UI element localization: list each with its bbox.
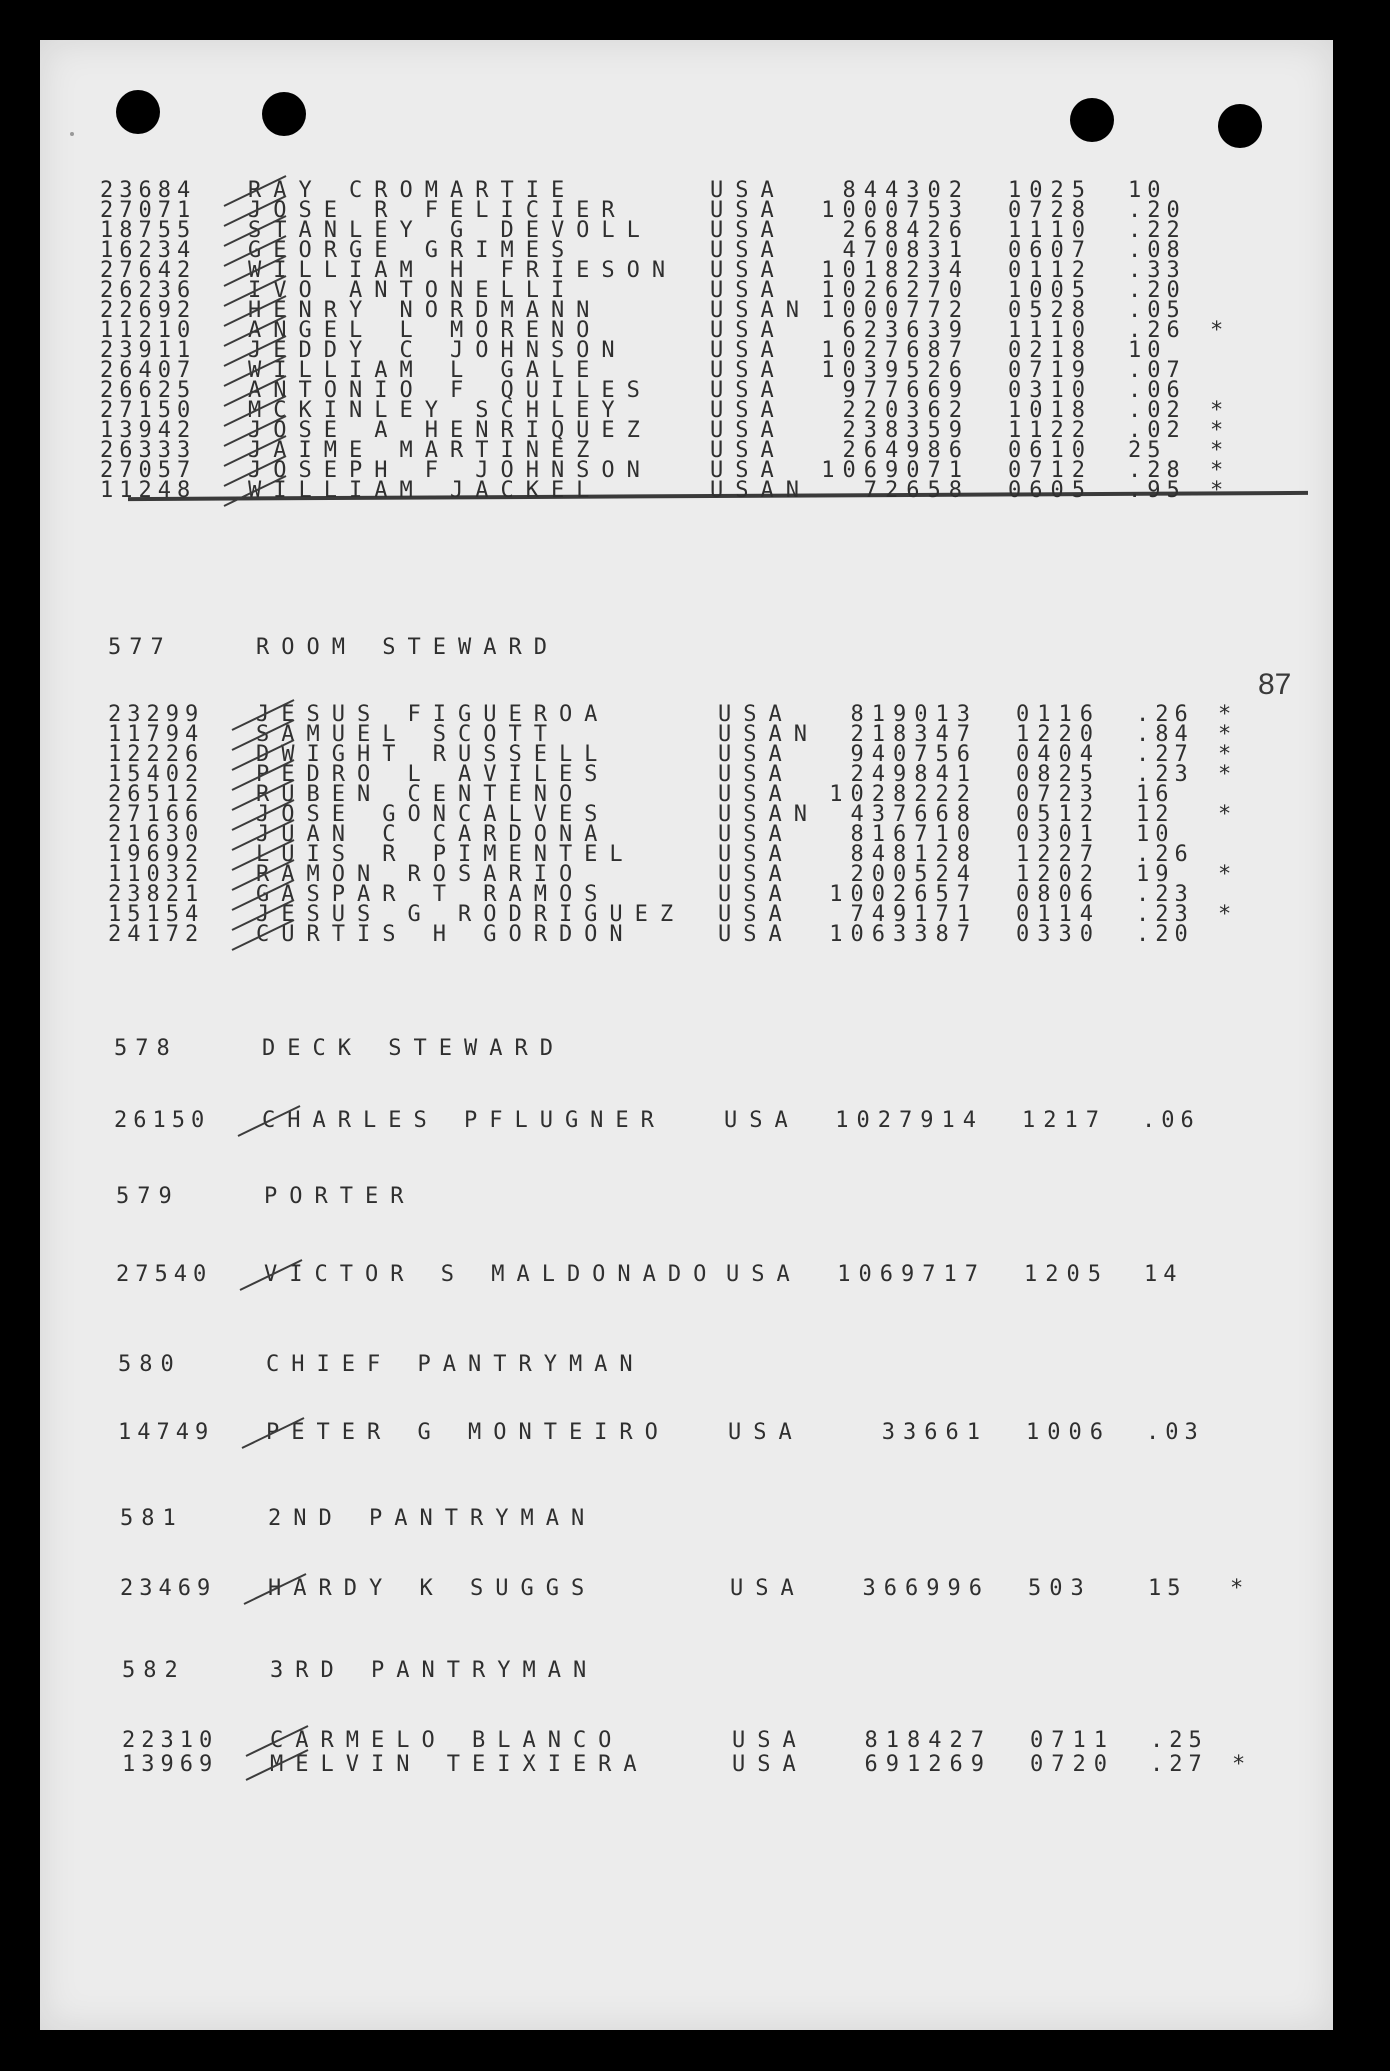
crew-id: 22692 bbox=[100, 298, 197, 323]
document-number: 72658 bbox=[863, 478, 970, 503]
rate-value: .03 bbox=[1146, 1420, 1204, 1445]
check-mark bbox=[240, 1570, 310, 1608]
rate-value: .02 bbox=[1128, 418, 1186, 443]
crew-name: ANGEL L MORENO bbox=[248, 318, 602, 343]
country-code: USA bbox=[710, 438, 786, 463]
date-code: 0404 bbox=[1016, 742, 1101, 767]
crew-id: 21630 bbox=[108, 822, 205, 847]
crew-name: JOSE A HENRIQUEZ bbox=[248, 418, 652, 443]
country-code: USA bbox=[732, 1728, 808, 1753]
rate-value: .27 bbox=[1150, 1752, 1208, 1777]
country-code: USAN bbox=[718, 722, 819, 747]
document-number: 818427 bbox=[864, 1728, 992, 1753]
rate-value: .05 bbox=[1128, 298, 1186, 323]
country-code: USA bbox=[710, 278, 786, 303]
crew-id: 27057 bbox=[100, 458, 197, 483]
country-code: USA bbox=[732, 1752, 808, 1777]
rate-value: 10 bbox=[1136, 822, 1175, 847]
document-number: 33661 bbox=[881, 1420, 988, 1445]
crew-row bbox=[108, 922, 1238, 948]
date-code: 503 bbox=[1028, 1576, 1092, 1601]
asterisk-flag: * bbox=[1232, 1752, 1246, 1777]
date-code: 1006 bbox=[1026, 1420, 1111, 1445]
crew-id: 24172 bbox=[108, 922, 205, 947]
document-page bbox=[40, 40, 1333, 2030]
document-number: 1069717 bbox=[837, 1262, 986, 1287]
rate-value: .07 bbox=[1128, 358, 1186, 383]
date-code: 0310 bbox=[1008, 378, 1093, 403]
crew-id: 26625 bbox=[100, 378, 197, 403]
rate-value: .08 bbox=[1128, 238, 1186, 263]
rate-value: 15 bbox=[1148, 1576, 1187, 1601]
crew-id: 13942 bbox=[100, 418, 197, 443]
rate-value: 10 bbox=[1128, 178, 1167, 203]
country-code: USAN bbox=[718, 802, 819, 827]
section-code: 581 bbox=[120, 1506, 184, 1531]
date-code: 0512 bbox=[1016, 802, 1101, 827]
document-number: 977669 bbox=[842, 378, 970, 403]
rate-value: .25 bbox=[1150, 1728, 1208, 1753]
punch-hole bbox=[1070, 98, 1114, 142]
document-number: 691269 bbox=[864, 1752, 992, 1777]
section-code: 578 bbox=[114, 1036, 178, 1061]
rate-value: .26 bbox=[1128, 318, 1186, 343]
crew-name: DWIGHT RUSSELL bbox=[256, 742, 610, 767]
asterisk-flag: * bbox=[1230, 1576, 1244, 1601]
asterisk-flag: * bbox=[1210, 398, 1224, 423]
date-code: 1220 bbox=[1016, 722, 1101, 747]
document-number: 1028222 bbox=[829, 782, 978, 807]
asterisk-flag: * bbox=[1218, 902, 1232, 927]
section-title: DECK STEWARD bbox=[262, 1036, 565, 1061]
crew-name: JOSEPH F JOHNSON bbox=[248, 458, 652, 483]
date-code: 1110 bbox=[1008, 218, 1093, 243]
country-code: USA bbox=[718, 782, 794, 807]
crew-name: IVO ANTONELLI bbox=[248, 278, 577, 303]
crew-id: 19692 bbox=[108, 842, 205, 867]
document-number: 238359 bbox=[842, 418, 970, 443]
rate-value: 10 bbox=[1128, 338, 1167, 363]
crew-name: STANLEY G DEVOLL bbox=[248, 218, 652, 243]
date-code: 1110 bbox=[1008, 318, 1093, 343]
country-code: USA bbox=[710, 218, 786, 243]
rate-value: .95 bbox=[1128, 478, 1186, 503]
rate-value: .84 bbox=[1136, 722, 1194, 747]
document-number: 848128 bbox=[850, 842, 978, 867]
rate-value: .23 bbox=[1136, 882, 1194, 907]
country-code: USA bbox=[718, 822, 794, 847]
document-number: 1026270 bbox=[821, 278, 970, 303]
check-mark bbox=[238, 1414, 308, 1452]
section-code: 582 bbox=[122, 1658, 186, 1683]
document-number: 268426 bbox=[842, 218, 970, 243]
country-code: USAN bbox=[710, 298, 811, 323]
asterisk-flag: * bbox=[1218, 742, 1232, 767]
rate-value: .26 bbox=[1136, 702, 1194, 727]
crew-name: JOSE GONCALVES bbox=[256, 802, 610, 827]
crew-id: 14749 bbox=[118, 1420, 215, 1445]
crew-id: 11210 bbox=[100, 318, 197, 343]
crew-name: WILLIAM JACKEL bbox=[248, 478, 602, 503]
crew-name: JUAN C CARDONA bbox=[256, 822, 610, 847]
date-code: 0712 bbox=[1008, 458, 1093, 483]
country-code: USA bbox=[730, 1576, 806, 1601]
document-number: 249841 bbox=[850, 762, 978, 787]
crew-id: 27166 bbox=[108, 802, 205, 827]
date-code: 0711 bbox=[1030, 1728, 1115, 1753]
date-code: 0218 bbox=[1008, 338, 1093, 363]
check-mark bbox=[228, 916, 298, 954]
crew-name: MCKINLEY SCHLEY bbox=[248, 398, 627, 423]
crew-name: HENRY NORDMANN bbox=[248, 298, 602, 323]
asterisk-flag: * bbox=[1210, 458, 1224, 483]
crew-name: ANTONIO F QUILES bbox=[248, 378, 652, 403]
crew-id: 27071 bbox=[100, 198, 197, 223]
document-number: 264986 bbox=[842, 438, 970, 463]
crew-id: 18755 bbox=[100, 218, 197, 243]
country-code: USA bbox=[710, 178, 786, 203]
check-mark bbox=[234, 1102, 304, 1140]
date-code: 1122 bbox=[1008, 418, 1093, 443]
asterisk-flag: * bbox=[1218, 862, 1232, 887]
date-code: 0116 bbox=[1016, 702, 1101, 727]
document-number: 1000772 bbox=[821, 298, 970, 323]
country-code: USA bbox=[724, 1108, 800, 1133]
date-code: 1227 bbox=[1016, 842, 1101, 867]
crew-id: 23911 bbox=[100, 338, 197, 363]
crew-row bbox=[114, 1108, 1244, 1134]
date-code: 0112 bbox=[1008, 258, 1093, 283]
country-code: USA bbox=[718, 762, 794, 787]
section-title: CHIEF PANTRYMAN bbox=[266, 1352, 645, 1377]
crew-name: JEDDY C JOHNSON bbox=[248, 338, 627, 363]
document-number: 749171 bbox=[850, 902, 978, 927]
crew-id: 26512 bbox=[108, 782, 205, 807]
crew-name: JAIME MARTINEZ bbox=[248, 438, 602, 463]
asterisk-flag: * bbox=[1218, 802, 1232, 827]
rate-value: .27 bbox=[1136, 742, 1194, 767]
section-code: 577 bbox=[108, 635, 172, 660]
asterisk-flag: * bbox=[1210, 318, 1224, 343]
date-code: 1005 bbox=[1008, 278, 1093, 303]
date-code: 0610 bbox=[1008, 438, 1093, 463]
crew-id: 26333 bbox=[100, 438, 197, 463]
date-code: 0114 bbox=[1016, 902, 1101, 927]
country-code: USA bbox=[718, 702, 794, 727]
document-number: 844302 bbox=[842, 178, 970, 203]
rate-value: 14 bbox=[1144, 1262, 1183, 1287]
crew-id: 15402 bbox=[108, 762, 205, 787]
section-title: PORTER bbox=[264, 1184, 416, 1209]
document-number: 940756 bbox=[850, 742, 978, 767]
country-code: USA bbox=[710, 238, 786, 263]
crew-name: GASPAR T RAMOS bbox=[256, 882, 610, 907]
check-mark bbox=[220, 472, 290, 510]
asterisk-flag: * bbox=[1218, 722, 1232, 747]
check-mark bbox=[242, 1746, 312, 1784]
crew-id: 27642 bbox=[100, 258, 197, 283]
document-number: 220362 bbox=[842, 398, 970, 423]
crew-name: RAMON ROSARIO bbox=[256, 862, 585, 887]
crew-name: PEDRO L AVILES bbox=[256, 762, 610, 787]
country-code: USA bbox=[718, 902, 794, 927]
crew-name: RUBEN CENTENO bbox=[256, 782, 585, 807]
date-code: 1205 bbox=[1024, 1262, 1109, 1287]
asterisk-flag: * bbox=[1218, 702, 1232, 727]
country-code: USA bbox=[710, 378, 786, 403]
section-code: 579 bbox=[116, 1184, 180, 1209]
document-number: 218347 bbox=[850, 722, 978, 747]
document-number: 1027687 bbox=[821, 338, 970, 363]
crew-name: JOSE R FELICIER bbox=[248, 198, 627, 223]
crew-id: 23684 bbox=[100, 178, 197, 203]
country-code: USA bbox=[710, 358, 786, 383]
asterisk-flag: * bbox=[1210, 478, 1224, 503]
crew-id: 22310 bbox=[122, 1728, 219, 1753]
crew-id: 27150 bbox=[100, 398, 197, 423]
crew-id: 26407 bbox=[100, 358, 197, 383]
document-number: 470831 bbox=[842, 238, 970, 263]
date-code: 0301 bbox=[1016, 822, 1101, 847]
rate-value: .06 bbox=[1142, 1108, 1200, 1133]
crew-row bbox=[120, 1576, 1250, 1602]
rate-value: 25 bbox=[1128, 438, 1167, 463]
crew-name: LUIS R PIMENTEL bbox=[256, 842, 635, 867]
crew-name: JESUS FIGUEROA bbox=[256, 702, 610, 727]
section-code: 580 bbox=[118, 1352, 182, 1377]
section-title: ROOM STEWARD bbox=[256, 635, 559, 660]
rate-value: 19 bbox=[1136, 862, 1175, 887]
document-number: 623639 bbox=[842, 318, 970, 343]
date-code: 1217 bbox=[1022, 1108, 1107, 1133]
crew-id: 15154 bbox=[108, 902, 205, 927]
page-number: 87 bbox=[1258, 668, 1292, 701]
asterisk-flag: * bbox=[1210, 418, 1224, 443]
document-number: 437668 bbox=[850, 802, 978, 827]
crew-id: 13969 bbox=[122, 1752, 219, 1777]
asterisk-flag: * bbox=[1210, 438, 1224, 463]
country-code: USAN bbox=[710, 478, 811, 503]
country-code: USA bbox=[710, 398, 786, 423]
crew-name: JESUS G RODRIGUEZ bbox=[256, 902, 686, 927]
rate-value: .02 bbox=[1128, 398, 1186, 423]
document-number: 819013 bbox=[850, 702, 978, 727]
date-code: 1202 bbox=[1016, 862, 1101, 887]
punch-hole bbox=[1218, 104, 1262, 148]
country-code: USA bbox=[718, 842, 794, 867]
crew-id: 11248 bbox=[100, 478, 197, 503]
date-code: 1025 bbox=[1008, 178, 1093, 203]
country-code: USA bbox=[710, 418, 786, 443]
crew-row bbox=[116, 1262, 1246, 1288]
section-title: 2ND PANTRYMAN bbox=[268, 1506, 597, 1531]
country-code: USA bbox=[718, 882, 794, 907]
country-code: USA bbox=[718, 742, 794, 767]
date-code: 0720 bbox=[1030, 1752, 1115, 1777]
document-number: 1069071 bbox=[821, 458, 970, 483]
rate-value: .22 bbox=[1128, 218, 1186, 243]
crew-id: 23821 bbox=[108, 882, 205, 907]
document-number: 1000753 bbox=[821, 198, 970, 223]
rate-value: .23 bbox=[1136, 762, 1194, 787]
crew-row bbox=[118, 1420, 1248, 1446]
check-mark bbox=[236, 1256, 306, 1294]
country-code: USA bbox=[710, 338, 786, 363]
date-code: 1018 bbox=[1008, 398, 1093, 423]
date-code: 0605 bbox=[1008, 478, 1093, 503]
rate-value: .20 bbox=[1128, 198, 1186, 223]
punch-hole bbox=[116, 90, 160, 134]
date-code: 0806 bbox=[1016, 882, 1101, 907]
rate-value: .23 bbox=[1136, 902, 1194, 927]
crew-name: VICTOR S MALDONADO bbox=[264, 1262, 719, 1287]
document-number: 1063387 bbox=[829, 922, 978, 947]
rate-value: .06 bbox=[1128, 378, 1186, 403]
rate-value: .28 bbox=[1128, 458, 1186, 483]
country-code: USA bbox=[718, 862, 794, 887]
crew-id: 11032 bbox=[108, 862, 205, 887]
date-code: 0728 bbox=[1008, 198, 1093, 223]
asterisk-flag: * bbox=[1218, 762, 1232, 787]
rate-value: .33 bbox=[1128, 258, 1186, 283]
crew-row bbox=[122, 1752, 1252, 1778]
date-code: 0607 bbox=[1008, 238, 1093, 263]
date-code: 0723 bbox=[1016, 782, 1101, 807]
punch-hole bbox=[262, 92, 306, 136]
crew-id: 23469 bbox=[120, 1576, 217, 1601]
country-code: USA bbox=[710, 458, 786, 483]
country-code: USA bbox=[710, 318, 786, 343]
date-code: 0330 bbox=[1016, 922, 1101, 947]
section-title: 3RD PANTRYMAN bbox=[270, 1658, 599, 1683]
date-code: 0528 bbox=[1008, 298, 1093, 323]
document-number: 366996 bbox=[862, 1576, 990, 1601]
crew-name: GEORGE GRIMES bbox=[248, 238, 577, 263]
crew-id: 26236 bbox=[100, 278, 197, 303]
country-code: USA bbox=[728, 1420, 804, 1445]
country-code: USA bbox=[726, 1262, 802, 1287]
crew-name: CARMELO BLANCO bbox=[270, 1728, 624, 1753]
crew-id: 23299 bbox=[108, 702, 205, 727]
country-code: USA bbox=[718, 922, 794, 947]
document-number: 1027914 bbox=[835, 1108, 984, 1133]
speck bbox=[70, 132, 74, 136]
rate-value: 12 bbox=[1136, 802, 1175, 827]
date-code: 0825 bbox=[1016, 762, 1101, 787]
document-number: 816710 bbox=[850, 822, 978, 847]
document-number: 200524 bbox=[850, 862, 978, 887]
date-code: 0719 bbox=[1008, 358, 1093, 383]
rate-value: 16 bbox=[1136, 782, 1175, 807]
crew-name: CHARLES PFLUGNER bbox=[262, 1108, 666, 1133]
crew-id: 26150 bbox=[114, 1108, 211, 1133]
document-number: 1002657 bbox=[829, 882, 978, 907]
crew-name: WILLIAM L GALE bbox=[248, 358, 602, 383]
rate-value: .26 bbox=[1136, 842, 1194, 867]
crew-name: WILLIAM H FRIESON bbox=[248, 258, 678, 283]
crew-id: 12226 bbox=[108, 742, 205, 767]
document-number: 1018234 bbox=[821, 258, 970, 283]
country-code: USA bbox=[710, 258, 786, 283]
rate-value: .20 bbox=[1128, 278, 1186, 303]
crew-name: PETER G MONTEIRO bbox=[266, 1420, 670, 1445]
country-code: USA bbox=[710, 198, 786, 223]
crew-row bbox=[100, 478, 1230, 504]
crew-name: MELVIN TEIXIERA bbox=[270, 1752, 649, 1777]
crew-name: SAMUEL SCOTT bbox=[256, 722, 559, 747]
crew-name: HARDY K SUGGS bbox=[268, 1576, 597, 1601]
crew-name: RAY CROMARTIE bbox=[248, 178, 577, 203]
crew-name: CURTIS H GORDON bbox=[256, 922, 635, 947]
crew-id: 16234 bbox=[100, 238, 197, 263]
crew-id: 11794 bbox=[108, 722, 205, 747]
crew-id: 27540 bbox=[116, 1262, 213, 1287]
document-number: 1039526 bbox=[821, 358, 970, 383]
rate-value: .20 bbox=[1136, 922, 1194, 947]
